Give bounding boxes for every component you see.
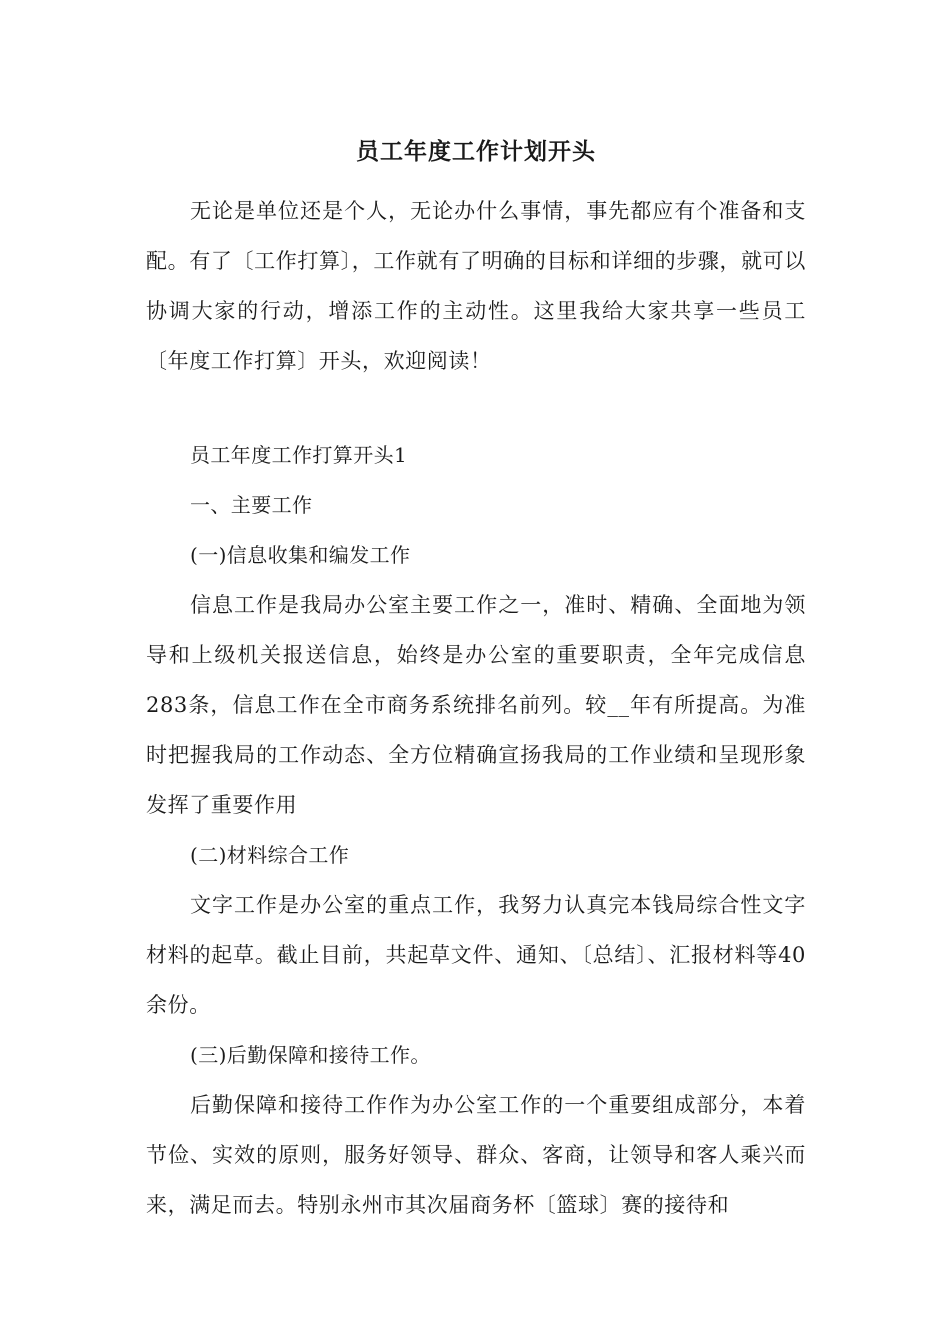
main-heading: 一、主要工作 <box>190 493 313 517</box>
paragraph-information: 信息工作是我局办公室主要工作之一，准时、精确、全面地为领导和上级机关报送信息，始终是办公室的重要职责，全年完成信息283条，信息工作在全市商务系统排名前列。较__年有所提高。为准时把握我局的工作动态、全方位精确宣扬我局的工作业绩和呈现形象发挥了重要作用 <box>146 593 806 817</box>
document-title: 员工年度工作计划开头 <box>356 138 596 165</box>
section-title: 员工年度工作打算开头1 <box>190 443 408 467</box>
section-spacer <box>146 386 806 430</box>
subheading-materials: (二)材料综合工作 <box>190 843 350 867</box>
subheading-information: (一)信息收集和编发工作 <box>190 543 411 567</box>
paragraph-logistics: 后勤保障和接待工作作为办公室工作的一个重要组成部分，本着节俭、实效的原则，服务好领导、群众、客商，让领导和客人乘兴而来，满足而去。特别永州市其次届商务杯〔篮球〕赛的接待和 <box>146 1093 806 1217</box>
intro-paragraph: 无论是单位还是个人，无论办什么事情，事先都应有个准备和支配。有了〔工作打算〕，工作就有了明确的目标和详细的步骤，就可以协调大家的行动，增添工作的主动性。这里我给大家共享一些员工〔年度工作打算〕开头，欢迎阅读！ <box>146 199 806 373</box>
paragraph-materials: 文字工作是办公室的重点工作，我努力认真完本钱局综合性文字材料的起草。截止目前，共起草文件、通知、〔总结〕、汇报材料等40余份。 <box>146 893 806 1017</box>
subheading-logistics: (三)后勤保障和接待工作。 <box>190 1043 431 1067</box>
document-page <box>146 130 806 1230</box>
